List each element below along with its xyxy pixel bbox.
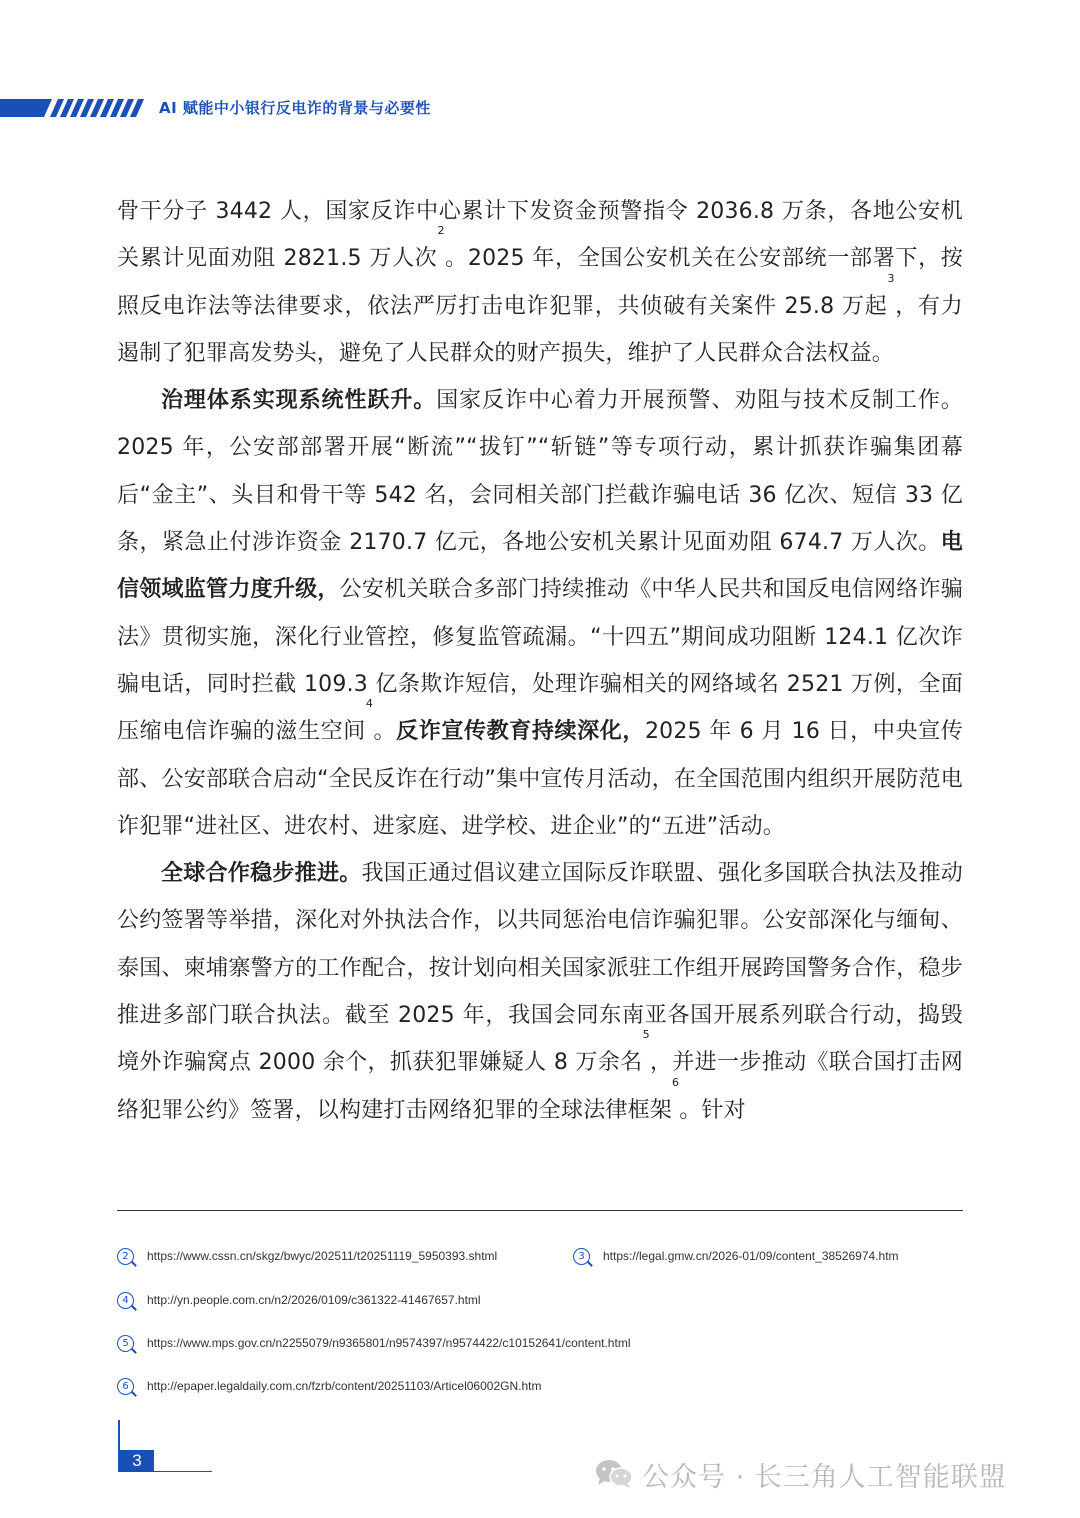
paragraph-text: 我国正通过倡议建立国际反诈联盟、强化多国联合执法及推动公约签署等举措，深化对外执法合作，以共同惩治电信诈骗犯罪。公安部深化与缅甸、泰国、柬埔寨警方的工作配合，按计划向相关国家派驻工作组开展跨国警务合作，稳步推进多部门联合执法。截至 2025 年，我国会同东南亚各国开展系列联合行动，捣毁境外诈骗窝点 2000 余个，抓获犯罪嫌疑人 8 万余名 <box>117 861 963 1076</box>
paragraph-text: ，有力遏制了犯罪高发势头，避免了人民群众的财产损失，维护了人民群众合法权益。 <box>117 293 964 366</box>
magnifier-icon: 3 <box>573 1248 590 1265</box>
page-number-underline <box>154 1471 212 1472</box>
paragraph-text: 。2025 年，全国公安机关在公安部统一部署下，按照反电诈法等法律要求，依法严厉打击电诈犯罪，共侦破有关案件 25.8 万起 <box>117 246 964 319</box>
paragraph-text: ，并进一步推动《联合国打击网络犯罪公约》签署，以构建打击网络犯罪的全球法律框架 <box>117 1050 963 1123</box>
footnote-ref[interactable]: 5 <box>642 1028 650 1042</box>
magnifier-icon: 5 <box>117 1335 134 1352</box>
footnote-ref[interactable]: 4 <box>365 697 374 711</box>
header-stripes-decoration <box>0 96 150 120</box>
footnote-link[interactable]: http://yn.people.com.cn/n2/2026/0109/c361322-41467657.html <box>147 1293 481 1307</box>
magnifier-handle <box>131 1391 137 1397</box>
magnifier-icon: 6 <box>117 1378 134 1395</box>
section-header <box>0 96 600 120</box>
footnote-link[interactable]: https://www.mps.gov.cn/n2255079/n9365801/n9574397/n9574422/c10152641/content.html <box>147 1336 631 1350</box>
magnifier-icon: 4 <box>117 1292 134 1309</box>
magnifier-handle <box>131 1348 137 1354</box>
footnote-ref[interactable]: 2 <box>437 224 445 238</box>
paragraph-1 <box>117 188 963 377</box>
footnote-link[interactable]: https://www.cssn.cn/skgz/bwyc/202511/t20251119_5950393.shtml <box>147 1249 498 1263</box>
bold-lead: 全球合作稳步推进。 <box>161 861 362 887</box>
footnote-link[interactable]: https://legal.gmw.cn/2026-01/09/content_38526974.htm <box>603 1249 899 1263</box>
footnote-ref[interactable]: 3 <box>887 271 895 285</box>
main-content <box>117 188 963 1134</box>
bold-lead: 治理体系实现系统性跃升。 <box>161 388 437 414</box>
bold-lead: 电信领域监管力度升级， <box>117 530 963 603</box>
header-title: AI 赋能中小银行反电诈的背景与必要性 <box>159 99 431 117</box>
paragraph-text: 骨干分子 3442 人，国家反诈中心累计下发资金预警指令 2036.8 万条，各地公安机关累计见面劝阻 2821.5 万人次 <box>117 199 963 272</box>
magnifier-handle <box>131 1305 137 1311</box>
magnifier-icon: 2 <box>117 1248 134 1265</box>
footnote-divider <box>117 1210 963 1211</box>
paragraph-text: 国家反诈中心着力开展预警、劝阻与技术反制工作。2025 年，公安部部署开展“断流”“拔钉”“斩链”等专项行动，累计抓获诈骗集团幕后“金主”、头目和骨干等 542 名，会同相关部门拦截诈骗电话 36 亿次、短信 33 亿条，紧急止付涉诈资金 2170.7 亿元，各地公安机关累计见面劝阻 674.7 万人次。 <box>117 388 964 556</box>
paragraph-text: 。针对 <box>679 1097 746 1123</box>
footnote-link[interactable]: http://epaper.legaldaily.com.cn/fzrb/content/20251103/Articel06002GN.htm <box>147 1379 542 1393</box>
paragraph-2 <box>117 377 963 850</box>
page-number-box <box>120 1450 154 1472</box>
page-number: 3 <box>132 1451 142 1470</box>
paragraph-text: 。 <box>373 719 397 745</box>
paragraph-text: 公安机关联合多部门持续推动《中华人民共和国反电信网络诈骗法》贯彻实施，深化行业管控，修复监管疏漏。“十四五”期间成功阻断 124.1 亿次诈骗电话，同时拦截 109.3 亿条欺诈短信，处理诈骗相关的网络域名 2521 万例，全面压缩电信诈骗的滋生空间 <box>117 577 963 745</box>
bold-lead: 反诈宣传教育持续深化， <box>396 719 645 745</box>
wechat-icon <box>594 1458 634 1490</box>
footnote-ref[interactable]: 6 <box>672 1075 680 1089</box>
magnifier-handle <box>131 1261 137 1267</box>
magnifier-handle <box>587 1261 593 1267</box>
paragraph-text: 2025 年 6 月 16 日，中央宣传部、公安部联合启动“全民反诈在行动”集中宣传月活动，在全国范围内组织开展防范电诈犯罪“进社区、进农村、进家庭、进学校、进企业”的“五进”活动。 <box>117 719 963 839</box>
watermark-text: 公众号 · 长三角人工智能联盟 <box>642 1462 1007 1493</box>
paragraph-3 <box>117 850 963 1134</box>
